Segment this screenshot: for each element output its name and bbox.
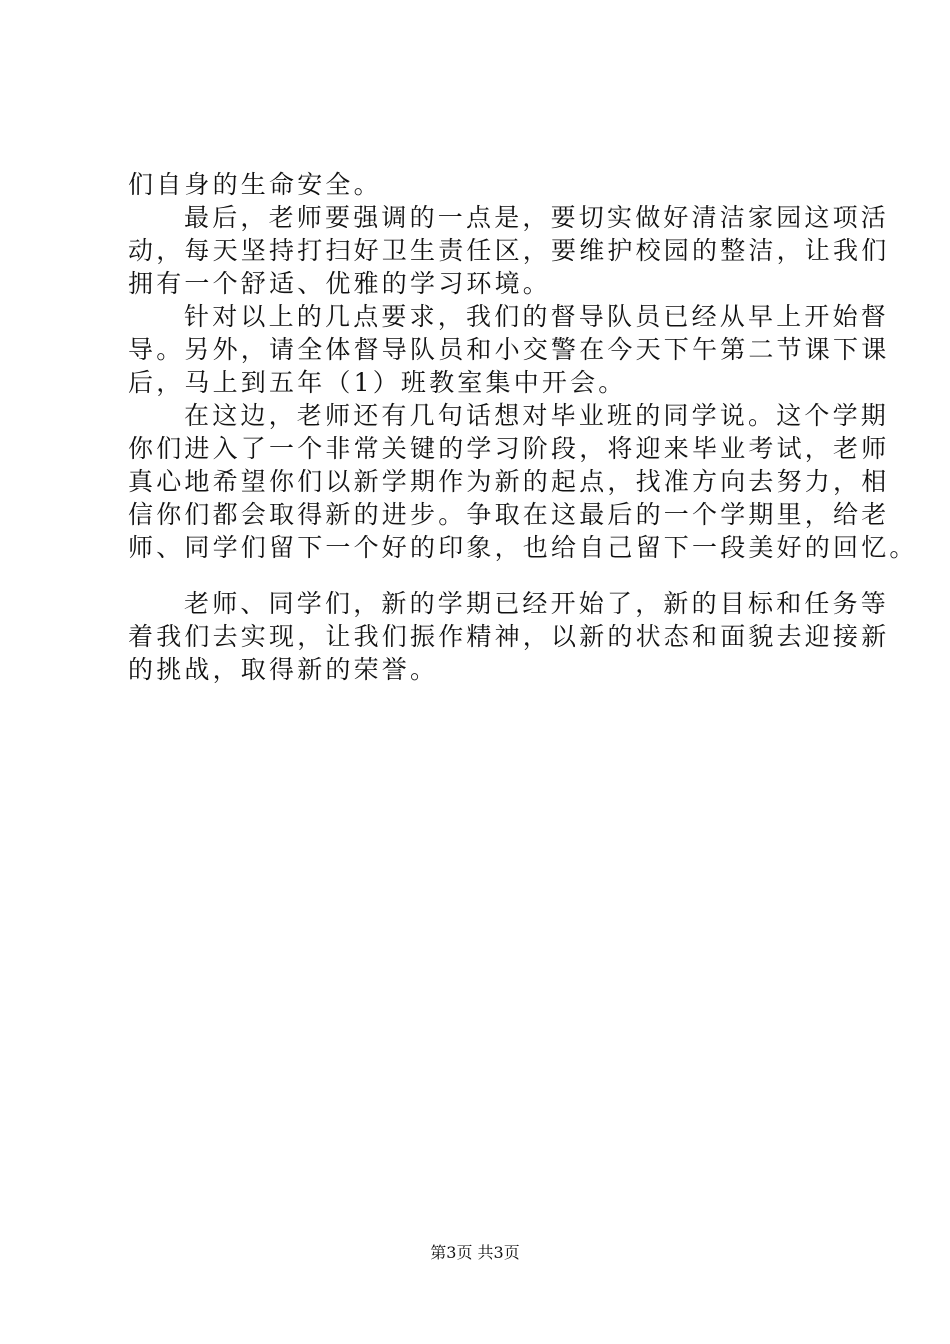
text-line: 老师、同学们，新的学期已经开始了，新的目标和任务等 — [184, 589, 890, 618]
paragraph-cleaning — [128, 201, 890, 300]
text-line: 们自身的生命安全。 — [128, 170, 382, 199]
text-line: 最后，老师要强调的一点是，要切实做好清洁家园这项活 — [184, 203, 890, 232]
page-footer — [0, 1243, 950, 1263]
text-line: 针对以上的几点要求，我们的督导队员已经从早上开始督 — [184, 302, 890, 331]
text-line: 着我们去实现，让我们振作精神，以新的状态和面貌去迎接新 — [128, 622, 890, 651]
text-line: 动，每天坚持打扫好卫生责任区，要维护校园的整洁，让我们 — [128, 236, 890, 265]
text-line: 真心地希望你们以新学期作为新的起点，找准方向去努力，相 — [128, 467, 890, 496]
page-number: 第3页 共3页 — [430, 1243, 520, 1262]
text-line: 在这边，老师还有几句话想对毕业班的同学说。这个学期 — [184, 401, 890, 430]
text-line: 拥有一个舒适、优雅的学习环境。 — [128, 269, 552, 298]
text-line: 的挑战，取得新的荣誉。 — [128, 655, 439, 684]
paragraph-supervision — [128, 300, 890, 399]
paragraph-closing — [128, 587, 890, 686]
text-line: 导。另外，请全体督导队员和小交警在今天下午第二节课下课 — [128, 335, 890, 364]
document-body — [128, 168, 918, 686]
paragraph-spacer — [128, 564, 848, 587]
text-line: 后，马上到五年（1）班教室集中开会。 — [128, 368, 627, 397]
text-line: 师、同学们留下一个好的印象，也给自己留下一段美好的回忆。 — [128, 533, 918, 562]
text-line: 信你们都会取得新的进步。争取在这最后的一个学期里，给老 — [128, 500, 890, 529]
paragraph-continuation — [128, 168, 848, 201]
paragraph-graduating-class — [128, 399, 918, 564]
text-line: 你们进入了一个非常关键的学习阶段，将迎来毕业考试，老师 — [128, 434, 890, 463]
